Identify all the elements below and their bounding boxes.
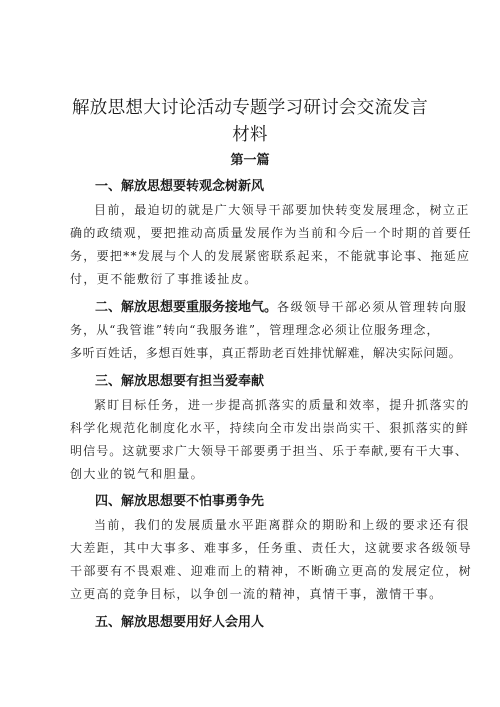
section-4-line-3: 干部要有不畏艰难、迎难而上的精神，不断确立更高的发展定位，树: [70, 564, 473, 578]
section-2-line-1: 务，从“我管谁”转向“我服务谁”，管理理念必须让位服务理念，: [70, 323, 440, 337]
section-5-heading: 五、解放思想要用好人会用人: [95, 615, 265, 630]
section-3-line-2: 科学化规范化制度化水平，持续向全市发出崇尚实干、狠抓落实的鲜: [70, 421, 470, 435]
section-4-line-1: 当前，我们的发展质量水平距离群众的期盼和上级的要求还有很: [94, 518, 470, 532]
section-1-line-3: 务，要把**发展与个人的发展紧密联系起来，不能就事论事、拖延应: [70, 249, 471, 263]
section-3-line-3: 明信号。这就要求广大领导干部要勇于担当、乐于奉献,要有干大事、: [70, 444, 468, 458]
section-2-line-2: 多听百姓话，多想百姓事，真正帮助老百姓排忧解难，解决实际问题。: [70, 346, 462, 360]
section-3-heading: 三、解放思想要有担当爱奉献: [95, 374, 265, 389]
section-1-line-4: 付，更不能敷衍了事推诿扯皮。: [70, 272, 258, 286]
section-3-line-4: 创大业的锐气和胆量。: [70, 467, 205, 481]
section-4-line-4: 立更高的竞争目标，以争创一流的精神，真情干事，激情干事。: [70, 587, 443, 601]
section-2-heading-title: 二、解放思想要重服务接地气。: [95, 300, 278, 315]
document-title-line-1: 解放思想大讨论活动专题学习研讨会交流发言: [72, 98, 428, 118]
section-1-line-2: 确的政绩观，要把推动高质量发展作为当前和今后一个时期的首要任: [70, 226, 473, 240]
part-label: 第一篇: [230, 153, 270, 168]
section-4-line-2: 大差距，其中大事多、难事多，任务重、责任大，这就要求各级领导: [70, 541, 473, 555]
section-1-line-1: 目前，最迫切的就是广大领导干部要加快转变发展理念，树立正: [94, 203, 470, 217]
section-3-line-1: 紧盯目标任务，进一步提高抓落实的质量和效率，提升抓落实的: [94, 398, 470, 412]
section-2-heading-rest: 各级领导干部必须从管理转向服: [277, 300, 468, 314]
document-title-line-2: 材料: [232, 125, 268, 145]
section-1-heading: 一、解放思想要转观念树新风: [95, 179, 265, 194]
section-2-heading: [95, 296, 467, 315]
section-4-heading: 四、解放思想要不怕事勇争先: [95, 494, 265, 509]
